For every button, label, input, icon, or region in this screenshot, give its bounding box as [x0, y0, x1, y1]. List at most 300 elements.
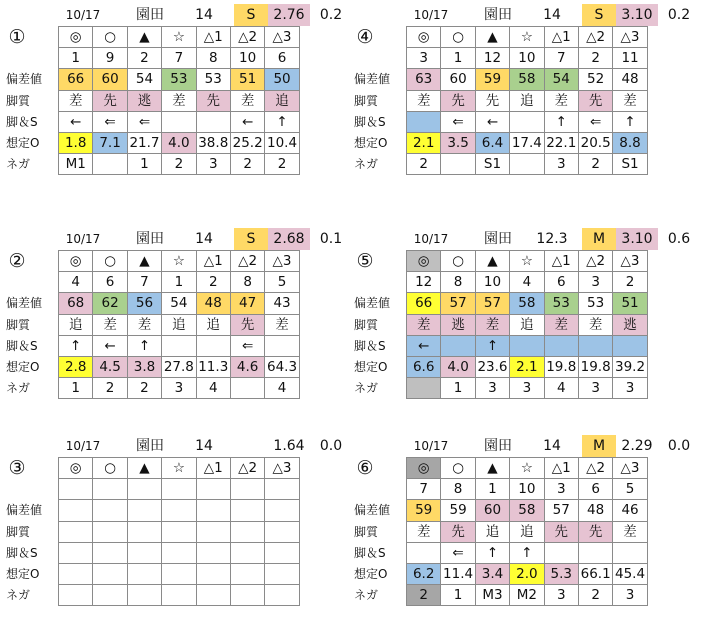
negative-cell: 4 — [544, 378, 578, 399]
row-label — [6, 27, 59, 48]
negative-cell: 2 — [230, 154, 264, 175]
expected-odds-cell: 1.8 — [59, 132, 93, 153]
expected-odds-cell: 10.4 — [265, 132, 299, 153]
row-label: 脚＆S — [6, 545, 38, 560]
pace-arrow-cell — [265, 335, 299, 356]
panel-number: ① — [8, 26, 26, 48]
horse-number-cell: 3 — [544, 479, 578, 500]
row-label — [354, 479, 407, 500]
pace-arrow-cell: ← — [475, 111, 509, 132]
pace-arrow-cell: ↑ — [475, 335, 509, 356]
pace-arrow-cell: ↑ — [475, 542, 509, 563]
horse-number-cell: 2 — [127, 48, 161, 69]
running-style-cell: 差 — [475, 314, 509, 335]
expected-odds-cell: 21.7 — [127, 132, 161, 153]
negative-cell: 1 — [441, 585, 475, 606]
negative-cell: 2 — [578, 585, 612, 606]
pace-arrow-cell — [510, 111, 544, 132]
style-row — [354, 90, 647, 111]
horses-row — [354, 48, 647, 69]
running-style-cell: 差 — [407, 90, 441, 111]
mark-cell: △2 — [578, 458, 612, 479]
expected-odds-cell: 23.6 — [475, 356, 509, 377]
expected-odds-cell: 3.5 — [441, 132, 475, 153]
row-label — [6, 48, 59, 69]
row-label: 偏差値 — [354, 296, 391, 311]
running-style-cell: 差 — [265, 314, 299, 335]
deviation-cell: 57 — [544, 500, 578, 521]
horse-number-cell: 8 — [196, 48, 230, 69]
mark-cell: ☆ — [162, 251, 196, 272]
expected-odds-cell — [162, 563, 196, 584]
horse-number-cell: 12 — [475, 48, 509, 69]
expected-odds-cell: 38.8 — [196, 132, 230, 153]
expected-odds-cell — [59, 563, 93, 584]
deviation-cell — [93, 500, 127, 521]
expected-odds-cell: 19.8 — [544, 356, 578, 377]
value-1: 2.29 — [621, 438, 653, 454]
value-2: 0.2 — [319, 7, 343, 23]
running-style-cell: 先 — [230, 314, 264, 335]
mark-cell: △1 — [196, 27, 230, 48]
negative-cell: 3 — [613, 378, 647, 399]
running-style-cell: 先 — [196, 90, 230, 111]
pace-arrow-cell: ⇐ — [127, 111, 161, 132]
arrow-row — [6, 335, 299, 356]
panel-2 — [6, 228, 358, 397]
row-label: 想定O — [354, 360, 388, 375]
odds-row — [6, 563, 299, 584]
expected-odds-cell: 25.2 — [230, 132, 264, 153]
mark-cell: △3 — [613, 251, 647, 272]
count: 14 — [195, 7, 213, 23]
panel-6 — [354, 435, 706, 604]
horse-number-cell — [93, 479, 127, 500]
pace-arrow-cell — [407, 542, 441, 563]
deviation-cell: 60 — [475, 500, 509, 521]
negative-cell — [93, 154, 127, 175]
negative-cell — [265, 585, 299, 606]
expected-odds-cell: 6.2 — [407, 563, 441, 584]
mark-cell: △3 — [613, 458, 647, 479]
prediction-table — [354, 250, 648, 399]
deviation-cell — [162, 500, 196, 521]
course: 園田 — [484, 231, 512, 247]
running-style-cell: 追 — [510, 314, 544, 335]
negative-cell: 3 — [544, 585, 578, 606]
panel-header — [406, 228, 706, 250]
pace-arrow-cell: ← — [230, 111, 264, 132]
mark-cell: ○ — [93, 251, 127, 272]
deviation-cell: 43 — [265, 293, 299, 314]
panel-number: ② — [8, 250, 26, 272]
style-row — [6, 521, 299, 542]
running-style-cell — [93, 521, 127, 542]
running-style-cell: 差 — [93, 314, 127, 335]
negative-cell — [127, 585, 161, 606]
deviation-cell: 59 — [475, 69, 509, 90]
horse-number-cell: 3 — [407, 48, 441, 69]
deviation-cell: 53 — [578, 293, 612, 314]
running-style-cell: 差 — [544, 314, 578, 335]
row-label: 脚＆S — [6, 114, 38, 129]
deviation-cell: 62 — [93, 293, 127, 314]
value-2: 0.0 — [667, 438, 691, 454]
course: 園田 — [136, 231, 164, 247]
row-label — [6, 272, 59, 293]
mark-cell: ◎ — [59, 458, 93, 479]
course: 園田 — [484, 7, 512, 23]
pace-arrow-cell — [196, 542, 230, 563]
row-label: ネガ — [6, 157, 31, 172]
running-style-cell: 差 — [230, 90, 264, 111]
deviation-cell: 59 — [441, 500, 475, 521]
deviation-cell: 51 — [613, 293, 647, 314]
row-label — [6, 458, 59, 479]
value-1: 2.68 — [268, 228, 310, 250]
mark-cell: ◎ — [59, 251, 93, 272]
running-style-cell: 先 — [475, 90, 509, 111]
mark-cell: ◎ — [59, 27, 93, 48]
value-1: 3.10 — [616, 228, 658, 250]
negative-cell — [162, 585, 196, 606]
panel-header — [406, 4, 706, 26]
panel-number: ③ — [8, 457, 26, 479]
row-label — [354, 458, 407, 479]
negative-cell — [230, 585, 264, 606]
mark-cell: ◎ — [407, 27, 441, 48]
row-label: ネガ — [6, 381, 31, 396]
panel-4 — [354, 4, 706, 173]
pace-arrow-cell: ⇐ — [441, 542, 475, 563]
row-label: 偏差値 — [354, 72, 391, 87]
negative-cell: 2 — [407, 585, 441, 606]
mark-cell: ▲ — [475, 458, 509, 479]
negative-cell — [59, 585, 93, 606]
grade-badge: S — [582, 4, 616, 26]
running-style-cell: 差 — [578, 314, 612, 335]
deviation-cell: 59 — [407, 500, 441, 521]
deviation-cell: 53 — [196, 69, 230, 90]
horse-number-cell: 1 — [475, 479, 509, 500]
horse-number-cell — [230, 479, 264, 500]
mark-cell: ▲ — [475, 251, 509, 272]
value-1: 1.64 — [273, 438, 305, 454]
horse-number-cell: 10 — [230, 48, 264, 69]
negative-cell: 2 — [127, 378, 161, 399]
expected-odds-cell: 22.1 — [544, 132, 578, 153]
deviation-cell — [196, 500, 230, 521]
pace-arrow-cell: ⇐ — [93, 111, 127, 132]
deviation-cell: 48 — [578, 500, 612, 521]
row-label — [354, 48, 407, 69]
running-style-cell: 逃 — [441, 314, 475, 335]
expected-odds-cell: 4.0 — [441, 356, 475, 377]
running-style-cell — [230, 521, 264, 542]
expected-odds-cell: 3.8 — [127, 356, 161, 377]
mark-cell: ○ — [93, 27, 127, 48]
negative-cell — [441, 154, 475, 175]
pace-arrow-cell: ⇐ — [441, 111, 475, 132]
horse-number-cell: 7 — [407, 479, 441, 500]
count: 14 — [195, 438, 213, 454]
count: 14 — [195, 231, 213, 247]
negative-cell: 2 — [93, 378, 127, 399]
mark-cell: △2 — [578, 27, 612, 48]
row-label — [354, 27, 407, 48]
running-style-cell: 先 — [93, 90, 127, 111]
value-1: 2.76 — [268, 4, 310, 26]
row-label: 想定O — [6, 136, 40, 151]
odds-row — [6, 132, 299, 153]
pace-arrow-cell: ← — [407, 335, 441, 356]
deviation-cell: 54 — [544, 69, 578, 90]
horse-number-cell: 5 — [613, 479, 647, 500]
value-1: 3.10 — [616, 4, 658, 26]
mark-cell: ▲ — [127, 458, 161, 479]
deviation-cell: 58 — [510, 69, 544, 90]
horse-number-cell: 9 — [93, 48, 127, 69]
pace-arrow-cell — [59, 542, 93, 563]
deviation-cell: 53 — [544, 293, 578, 314]
horse-number-cell: 12 — [407, 272, 441, 293]
count: 12.3 — [536, 231, 568, 247]
row-label — [354, 251, 407, 272]
negative-cell: 4 — [196, 378, 230, 399]
running-style-cell: 追 — [59, 314, 93, 335]
deviation-cell — [59, 500, 93, 521]
deviation-cell: 57 — [475, 293, 509, 314]
horse-number-cell: 4 — [510, 272, 544, 293]
horse-number-cell: 2 — [196, 272, 230, 293]
horse-number-cell: 2 — [613, 272, 647, 293]
deviation-cell — [265, 500, 299, 521]
style-row — [6, 90, 299, 111]
negative-cell: 3 — [578, 378, 612, 399]
dev-row — [354, 500, 647, 521]
pace-arrow-cell — [407, 111, 441, 132]
running-style-cell — [127, 521, 161, 542]
row-label — [6, 479, 59, 500]
nega-row — [6, 585, 299, 606]
count: 14 — [543, 438, 561, 454]
negative-cell: 3 — [544, 154, 578, 175]
running-style-cell — [59, 521, 93, 542]
prediction-table — [6, 26, 300, 175]
negative-cell: 2 — [265, 154, 299, 175]
deviation-cell: 54 — [127, 69, 161, 90]
pace-arrow-cell — [613, 335, 647, 356]
value-2: 0.2 — [667, 7, 691, 23]
mark-cell: △1 — [544, 251, 578, 272]
horse-number-cell: 2 — [578, 48, 612, 69]
mark-cell: △1 — [544, 27, 578, 48]
deviation-cell: 57 — [441, 293, 475, 314]
mark-cell: △2 — [230, 27, 264, 48]
horse-number-cell — [162, 479, 196, 500]
mark-cell: ◎ — [407, 458, 441, 479]
row-label: 脚質 — [6, 317, 31, 332]
pace-arrow-cell — [510, 335, 544, 356]
row-label: 脚質 — [354, 93, 379, 108]
mark-cell: △3 — [265, 27, 299, 48]
horse-number-cell — [59, 479, 93, 500]
running-style-cell: 追 — [475, 521, 509, 542]
running-style-cell: 差 — [127, 314, 161, 335]
negative-cell: 2 — [578, 154, 612, 175]
running-style-cell: 先 — [544, 521, 578, 542]
horses-row — [354, 479, 647, 500]
odds-row — [354, 563, 647, 584]
deviation-cell: 51 — [230, 69, 264, 90]
negative-cell: S1 — [613, 154, 647, 175]
mark-cell: ☆ — [162, 458, 196, 479]
row-label: 脚質 — [6, 524, 31, 539]
deviation-cell: 66 — [407, 293, 441, 314]
style-row — [6, 314, 299, 335]
horse-number-cell: 1 — [59, 48, 93, 69]
negative-cell: 1 — [127, 154, 161, 175]
nega-row — [354, 585, 647, 606]
deviation-cell — [230, 500, 264, 521]
mark-cell: ○ — [441, 458, 475, 479]
nega-row — [354, 378, 647, 399]
row-label: ネガ — [354, 588, 379, 603]
style-row — [354, 314, 647, 335]
expected-odds-cell: 45.4 — [613, 563, 647, 584]
deviation-cell: 60 — [441, 69, 475, 90]
value-2: 0.6 — [667, 231, 691, 247]
mark-cell: △1 — [196, 251, 230, 272]
date: 10/17 — [65, 232, 101, 246]
pace-arrow-cell: ↑ — [127, 335, 161, 356]
expected-odds-cell: 5.3 — [544, 563, 578, 584]
row-label: ネガ — [354, 381, 379, 396]
panel-header — [58, 435, 358, 457]
horse-number-cell: 10 — [510, 48, 544, 69]
expected-odds-cell: 7.1 — [93, 132, 127, 153]
mark-cell: △1 — [544, 458, 578, 479]
panel-3 — [6, 435, 358, 603]
expected-odds-cell: 11.3 — [196, 356, 230, 377]
running-style-cell: 逃 — [127, 90, 161, 111]
negative-cell: 3 — [196, 154, 230, 175]
style-row — [354, 521, 647, 542]
mark-cell: ◎ — [407, 251, 441, 272]
expected-odds-cell: 8.8 — [613, 132, 647, 153]
pace-arrow-cell — [544, 335, 578, 356]
row-label: 想定O — [6, 360, 40, 375]
nega-row — [6, 154, 299, 175]
pace-arrow-cell: ↑ — [544, 111, 578, 132]
expected-odds-cell: 4.5 — [93, 356, 127, 377]
expected-odds-cell: 64.3 — [265, 356, 299, 377]
negative-cell: 2 — [162, 154, 196, 175]
row-label: 脚＆S — [6, 338, 38, 353]
value-2: 0.0 — [319, 438, 343, 454]
expected-odds-cell: 4.0 — [162, 132, 196, 153]
deviation-cell: 53 — [162, 69, 196, 90]
date: 10/17 — [65, 439, 101, 453]
pace-arrow-cell: ← — [59, 111, 93, 132]
dev-row — [6, 293, 299, 314]
mark-cell: ☆ — [510, 251, 544, 272]
pace-arrow-cell — [544, 542, 578, 563]
horse-number-cell: 7 — [127, 272, 161, 293]
horse-number-cell: 4 — [59, 272, 93, 293]
expected-odds-cell: 2.1 — [407, 132, 441, 153]
negative-cell — [407, 378, 441, 399]
row-label: ネガ — [354, 157, 379, 172]
negative-cell — [196, 585, 230, 606]
mark-cell: △2 — [578, 251, 612, 272]
horse-number-cell: 7 — [544, 48, 578, 69]
mark-cell: ▲ — [475, 27, 509, 48]
odds-row — [6, 356, 299, 377]
mark-cell: △3 — [613, 27, 647, 48]
arrow-row — [354, 335, 647, 356]
expected-odds-cell — [93, 563, 127, 584]
row-label: 脚＆S — [354, 114, 386, 129]
running-style-cell: 差 — [544, 90, 578, 111]
running-style-cell: 追 — [162, 314, 196, 335]
row-label — [6, 251, 59, 272]
panel-number: ④ — [356, 26, 374, 48]
running-style-cell — [265, 521, 299, 542]
horse-number-cell: 1 — [162, 272, 196, 293]
running-style-cell: 差 — [613, 521, 647, 542]
horse-number-cell: 10 — [475, 272, 509, 293]
pace-arrow-cell — [196, 335, 230, 356]
row-label: ネガ — [6, 588, 31, 603]
pace-arrow-cell — [578, 335, 612, 356]
expected-odds-cell: 3.4 — [475, 563, 509, 584]
running-style-cell: 差 — [162, 90, 196, 111]
grade-badge: M — [582, 435, 616, 457]
grade-badge — [234, 435, 268, 457]
row-label: 想定O — [354, 136, 388, 151]
running-style-cell: 先 — [441, 521, 475, 542]
date: 10/17 — [413, 8, 449, 22]
horses-row — [6, 479, 299, 500]
pace-arrow-cell — [196, 111, 230, 132]
expected-odds-cell: 20.5 — [578, 132, 612, 153]
expected-odds-cell: 19.8 — [578, 356, 612, 377]
grade-badge: S — [234, 228, 268, 250]
row-label — [354, 272, 407, 293]
expected-odds-cell: 17.4 — [510, 132, 544, 153]
odds-row — [354, 356, 647, 377]
dev-row — [354, 293, 647, 314]
negative-cell: M2 — [510, 585, 544, 606]
deviation-cell: 46 — [613, 500, 647, 521]
odds-row — [354, 132, 647, 153]
mark-cell: ▲ — [127, 27, 161, 48]
pace-arrow-cell: ↑ — [510, 542, 544, 563]
nega-row — [354, 154, 647, 175]
pace-arrow-cell: ⇐ — [578, 111, 612, 132]
deviation-cell: 68 — [59, 293, 93, 314]
deviation-cell: 58 — [510, 293, 544, 314]
panel-number: ⑥ — [356, 457, 374, 479]
horse-number-cell: 7 — [162, 48, 196, 69]
row-label: 偏差値 — [6, 503, 43, 518]
negative-cell: 4 — [265, 378, 299, 399]
panel-header — [58, 4, 358, 26]
pace-arrow-cell: ⇐ — [230, 335, 264, 356]
expected-odds-cell: 2.0 — [510, 563, 544, 584]
panel-1 — [6, 4, 358, 173]
